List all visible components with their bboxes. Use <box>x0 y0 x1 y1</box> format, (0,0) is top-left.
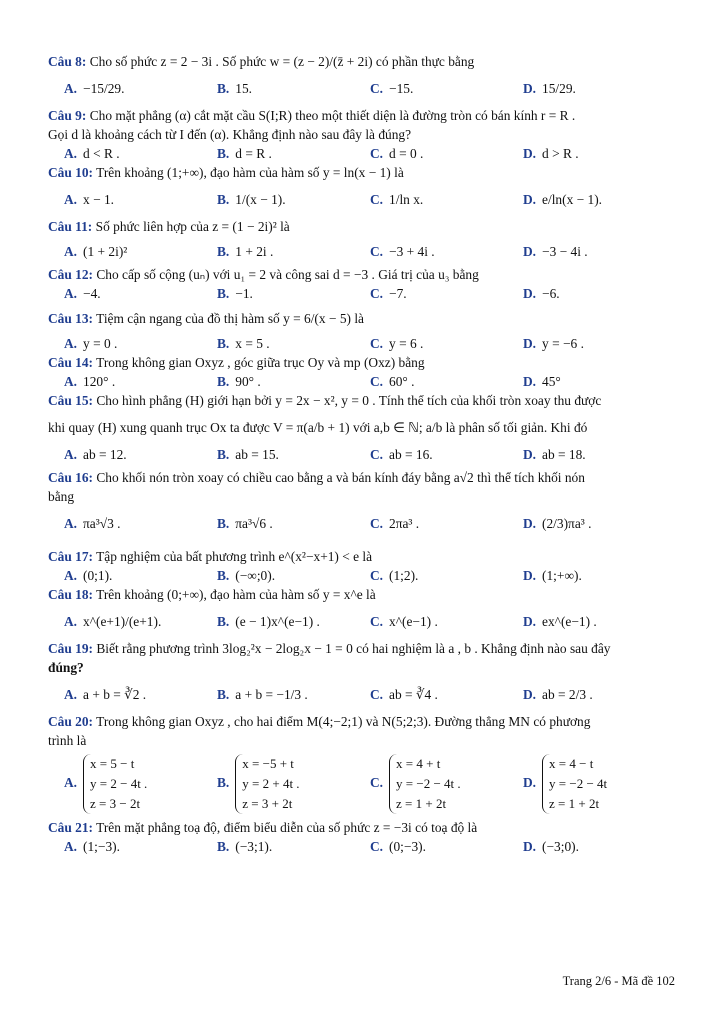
option-b: B. −1. <box>217 286 253 301</box>
option-b: B. 1/(x − 1). <box>217 192 286 207</box>
question-number: Câu 8: <box>48 54 87 69</box>
option-b: B. 15. <box>217 81 253 96</box>
question-16-cont: bằng <box>48 489 75 504</box>
question-9: Câu 9: Cho mặt phẳng (α) cắt mặt cầu S(I;R) theo một thiết diện là đường tròn có bán kính r = R . <box>48 108 576 123</box>
option-a: A. (1;−3). <box>64 839 120 854</box>
option-d: D. ab = 18. <box>523 447 586 462</box>
option-c: C. y = 6 . <box>370 336 424 351</box>
option-c: C. ab = 16. <box>370 447 433 462</box>
equation-system: x = 4 + t y = −2 − 4t . z = 1 + 2t <box>389 754 461 814</box>
option-d: D. d > R . <box>523 146 579 161</box>
options-20 <box>48 750 678 814</box>
exam-page <box>48 52 678 856</box>
question-8 <box>48 52 678 71</box>
option-d: D. e/ln(x − 1). <box>523 192 603 207</box>
option-a: A. ab = 12. <box>64 447 127 462</box>
question-16: Câu 16: Cho khối nón tròn xoay có chiều cao bằng a và bán kính đáy bằng a√2 thì thể tích khối nón <box>48 470 585 485</box>
option-d: D. −3 − 4i . <box>523 244 588 259</box>
option-b: B. 1 + 2i . <box>217 244 274 259</box>
option-d: D. 15/29. <box>523 81 576 96</box>
option-b: B. (−3;1). <box>217 839 273 854</box>
option-c: C. 1/ln x. <box>370 192 424 207</box>
option-c: C. ab = ∛4 . <box>370 687 438 702</box>
option-d: D. y = −6 . <box>523 336 584 351</box>
options-9 <box>48 144 678 163</box>
option-b: B. πa³√6 . <box>217 516 273 531</box>
option-b: B. d = R . <box>217 146 272 161</box>
options-15 <box>48 445 678 464</box>
equation-system: x = 5 − t y = 2 − 4t . z = 3 − 2t <box>83 754 147 814</box>
options-19 <box>48 677 678 712</box>
option-c: C. x^(e−1) . <box>370 614 438 629</box>
question-text: Cho số phức z = 2 − 3i . Số phức w = (z − 2)/(z̄ + 2i) có phần thực bằng <box>89 54 475 69</box>
question-20-cont: trình là <box>48 733 87 748</box>
options-10 <box>48 182 678 217</box>
option-d: D. (2/3)πa³ . <box>523 516 592 531</box>
option-a: A. y = 0 . <box>64 336 118 351</box>
options-13 <box>48 328 678 353</box>
question-21: Câu 21: Trên mặt phẳng toạ độ, điểm biểu diễn của số phức z = −3i có toạ độ là <box>48 820 478 835</box>
equation-system: x = 4 − t y = −2 − 4t z = 1 + 2t <box>542 754 607 814</box>
question-11: Câu 11: Số phức liên hợp của z = (1 − 2i)² là <box>48 219 290 234</box>
option-b: B. 90° . <box>217 374 261 389</box>
option-c: C. d = 0 . <box>370 146 424 161</box>
question-14: Câu 14: Trong không gian Oxyz , góc giữa trục Oy và mp (Oxz) bằng <box>48 355 425 370</box>
options-14 <box>48 372 678 391</box>
option-a: A. x^(e+1)/(e+1). <box>64 614 162 629</box>
options-16 <box>48 506 678 541</box>
option-c: C. (0;−3). <box>370 839 426 854</box>
options-17 <box>48 566 678 585</box>
question-9-cont: Gọi d là khoảng cách từ I đến (α). Khẳng định nào sau đây là đúng? <box>48 127 412 142</box>
options-18 <box>48 604 678 639</box>
question-19: Câu 19: Biết rằng phương trình 3log₂²x − 2log₂x − 1 = 0 có hai nghiệm là a , b . Khẳng định nào sau đây <box>48 641 611 656</box>
question-17: Câu 17: Tập nghiệm của bất phương trình e^(x²−x+1) < e là <box>48 549 373 564</box>
option-a: A. −15/29. <box>64 81 125 96</box>
page-footer: Trang 2/6 - Mã đề 102 <box>562 974 675 988</box>
option-d: D. (−3;0). <box>523 839 579 854</box>
option-a: A. −4. <box>64 286 101 301</box>
option-d: D. −6. <box>523 286 560 301</box>
option-a: A. a + b = ∛2 . <box>64 687 147 702</box>
question-18: Câu 18: Trên khoảng (0;+∞), đạo hàm của hàm số y = x^e là <box>48 587 376 602</box>
option-c: C. 60° . <box>370 374 415 389</box>
option-d: D. (1;+∞). <box>523 568 582 583</box>
question-20: Câu 20: Trong không gian Oxyz , cho hai điểm M(4;−2;1) và N(5;2;3). Đường thẳng MN có phương <box>48 714 591 729</box>
option-b: B. (e − 1)x^(e−1) . <box>217 614 320 629</box>
options-8 <box>48 71 678 106</box>
option-c: C. x = 4 + t y = −2 − 4t . z = 1 + 2t <box>370 754 523 814</box>
option-d: D. 45° <box>523 374 561 389</box>
option-a: A. πa³√3 . <box>64 516 121 531</box>
option-d: D. x = 4 − t y = −2 − 4t z = 1 + 2t <box>523 754 676 814</box>
question-12: Câu 12: Cho cấp số cộng (uₙ) với u₁ = 2 và công sai d = −3 . Giá trị của u₃ bằng <box>48 267 479 282</box>
option-b: B. a + b = −1/3 . <box>217 687 308 702</box>
option-c: C. 2πa³ . <box>370 516 420 531</box>
option-a: A. (1 + 2i)² <box>64 244 128 259</box>
option-c: C. −15. <box>370 81 414 96</box>
option-b: B. x = 5 . <box>217 336 270 351</box>
option-d: D. ex^(e−1) . <box>523 614 597 629</box>
question-15: Câu 15: Cho hình phẳng (H) giới hạn bởi y = 2x − x², y = 0 . Tính thể tích của khối tròn xoay thu được <box>48 393 602 408</box>
question-19-cont: đúng? <box>48 660 84 675</box>
option-c: C. −7. <box>370 286 407 301</box>
option-a: A. x = 5 − t y = 2 − 4t . z = 3 − 2t <box>64 754 217 814</box>
option-c: C. −3 + 4i . <box>370 244 435 259</box>
option-b: B. ab = 15. <box>217 447 279 462</box>
options-12 <box>48 284 678 303</box>
options-21 <box>48 837 678 856</box>
options-11 <box>48 236 678 261</box>
option-b: B. (−∞;0). <box>217 568 276 583</box>
option-c: C. (1;2). <box>370 568 419 583</box>
question-10: Câu 10: Trên khoảng (1;+∞), đạo hàm của hàm số y = ln(x − 1) là <box>48 165 404 180</box>
option-d: D. ab = 2/3 . <box>523 687 593 702</box>
option-a: A. (0;1). <box>64 568 113 583</box>
option-a: A. 120° . <box>64 374 116 389</box>
option-a: A. d < R . <box>64 146 120 161</box>
option-a: A. x − 1. <box>64 192 115 207</box>
equation-system: x = −5 + t y = 2 + 4t . z = 3 + 2t <box>235 754 299 814</box>
question-13: Câu 13: Tiệm cận ngang của đồ thị hàm số y = 6/(x − 5) là <box>48 311 364 326</box>
question-15-cont: khi quay (H) xung quanh trục Ox ta được V = π(a/b + 1) với a,b ∈ ℕ; a/b là phân số tối giản. Khi đó <box>48 420 588 435</box>
option-b: B. x = −5 + t y = 2 + 4t . z = 3 + 2t <box>217 754 370 814</box>
